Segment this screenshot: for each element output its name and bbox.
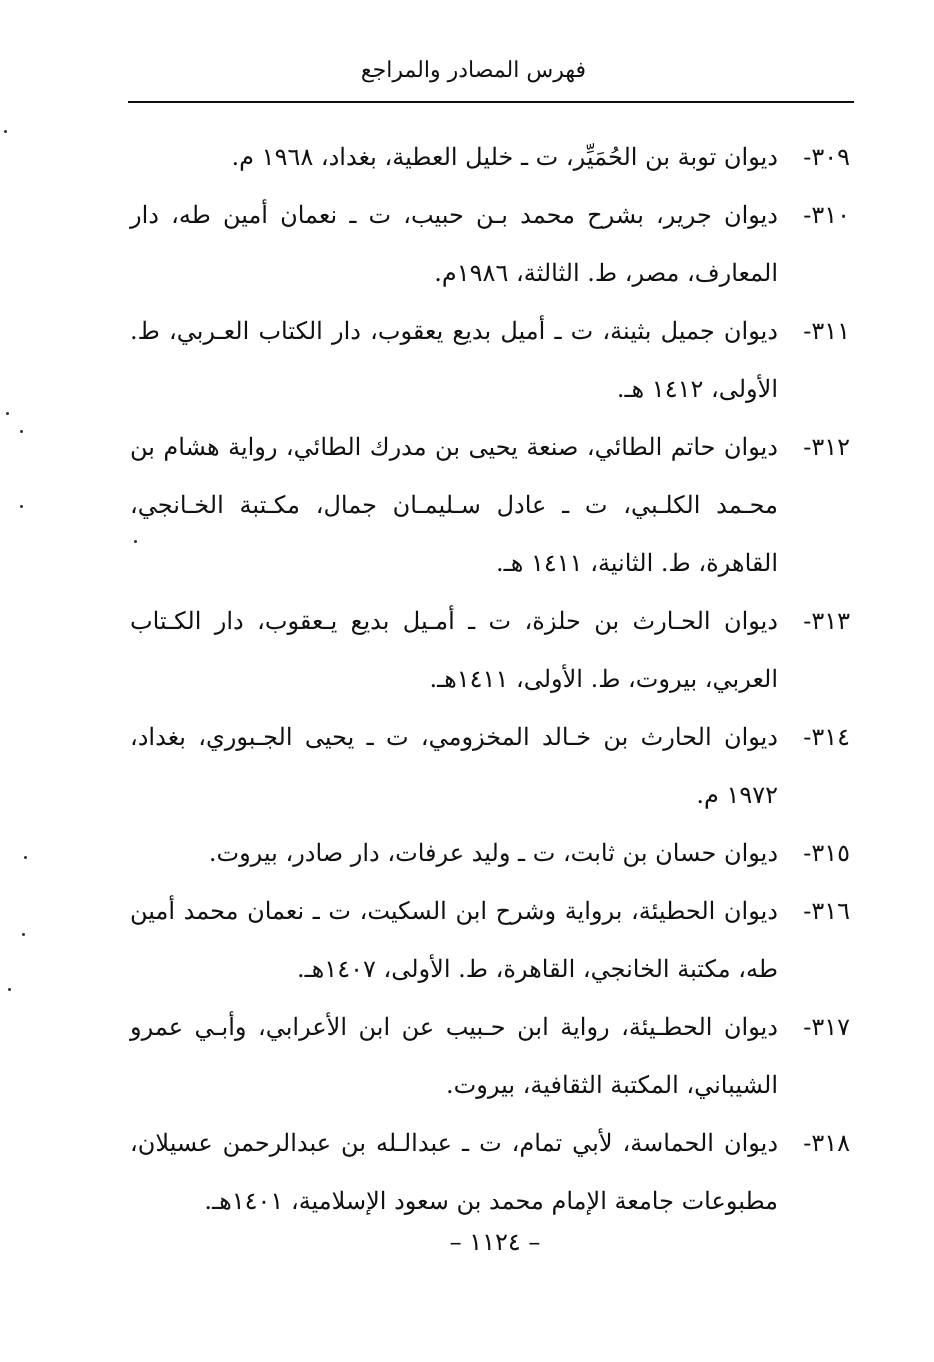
entry-number: ٣١٤- bbox=[803, 723, 850, 751]
entry-text: ديوان حسان بن ثابت، ت ـ وليد عرفات، دار صادر، بيروت. bbox=[208, 839, 778, 867]
reference-entry-314 bbox=[130, 708, 850, 824]
entry-text: ديوان حاتم الطائي، صنعة يحيى بن مدرك الطائي، رواية هشام بن محـمد الكلـبي، ت ـ عادل سـليمـان جمال، مكـتبة الخـانجي، القاهرة، ط. الثانية، ١٤١١ هـ. bbox=[130, 433, 778, 577]
scan-speck bbox=[20, 505, 23, 508]
scan-speck bbox=[4, 130, 7, 133]
entry-text: ديوان الحـارث بن حلزة، ت ـ أمـيل بديع يـعقوب، دار الكـتاب العربي، بيروت، ط. الأولى، ١٤١١هـ. bbox=[130, 607, 778, 693]
reference-entry-315 bbox=[130, 824, 850, 882]
reference-entry-309 bbox=[130, 128, 850, 186]
entry-number: ٣١٠- bbox=[803, 201, 850, 229]
entry-number: ٣١٢- bbox=[803, 433, 850, 461]
scan-speck bbox=[20, 430, 23, 433]
scan-speck bbox=[6, 412, 9, 415]
entry-text: ديوان الحارث بن خـالد المخزومي، ت ـ يحيى الجـبوري، بغداد، ١٩٧٢ م. bbox=[130, 723, 778, 809]
reference-entry-312 bbox=[130, 418, 850, 592]
scan-speck bbox=[134, 540, 137, 543]
reference-entry-317 bbox=[130, 998, 850, 1114]
entry-text: ديوان جميل بثينة، ت ـ أميل بديع يعقوب، دار الكتاب العـربي، ط. الأولى، ١٤١٢ هـ. bbox=[130, 317, 778, 403]
scan-speck bbox=[22, 933, 25, 936]
entry-number: ٣١٧- bbox=[803, 1013, 850, 1041]
reference-entry-313 bbox=[130, 592, 850, 708]
entry-text: ديوان الحطـيئة، رواية ابن حـبيب عن ابن الأعرابي، وأبـي عمرو الشيباني، المكتبة الثقافية، بيروت. bbox=[130, 1013, 778, 1099]
entry-number: ٣١٣- bbox=[803, 607, 850, 635]
reference-entry-316 bbox=[130, 882, 850, 998]
entry-number: ٣١٨- bbox=[803, 1129, 850, 1157]
entry-text: ديوان جرير، بشرح محمد بـن حبيب، ت ـ نعمان أمين طه، دار المعارف، مصر، ط. الثالثة، ١٩٨٦م. bbox=[130, 201, 778, 287]
header-divider bbox=[128, 101, 854, 103]
reference-entry-318 bbox=[130, 1114, 850, 1230]
scan-speck bbox=[8, 988, 11, 991]
entry-number: ٣١١- bbox=[803, 317, 850, 345]
entry-number: ٣٠٩- bbox=[803, 143, 850, 171]
scan-speck bbox=[24, 856, 27, 859]
entry-number: ٣١٦- bbox=[803, 897, 850, 925]
reference-entry-311 bbox=[130, 302, 850, 418]
entry-text: ديوان الحماسة، لأبي تمام، ت ـ عبدالـله بن عبدالرحمن عسيلان، مطبوعات جامعة الإمام محمد بن سعود الإسلامية، ١٤٠١هـ. bbox=[130, 1129, 778, 1215]
references-list bbox=[130, 128, 850, 1230]
page-header-title: فهرس المصادر والمراجع bbox=[360, 58, 586, 83]
entry-number: ٣١٥- bbox=[803, 839, 850, 867]
entry-text: ديوان الحطيئة، برواية وشرح ابن السكيت، ت ـ نعمان محمد أمين طه، مكتبة الخانجي، القاهرة، ط. الأولى، ١٤٠٧هـ. bbox=[130, 897, 778, 983]
reference-entry-310 bbox=[130, 186, 850, 302]
entry-text: ديوان توبة بن الحُمَيِّر، ت ـ خليل العطية، بغداد، ١٩٦٨ م. bbox=[231, 143, 778, 171]
page-number: – ١١٢٤ – bbox=[449, 1228, 541, 1256]
